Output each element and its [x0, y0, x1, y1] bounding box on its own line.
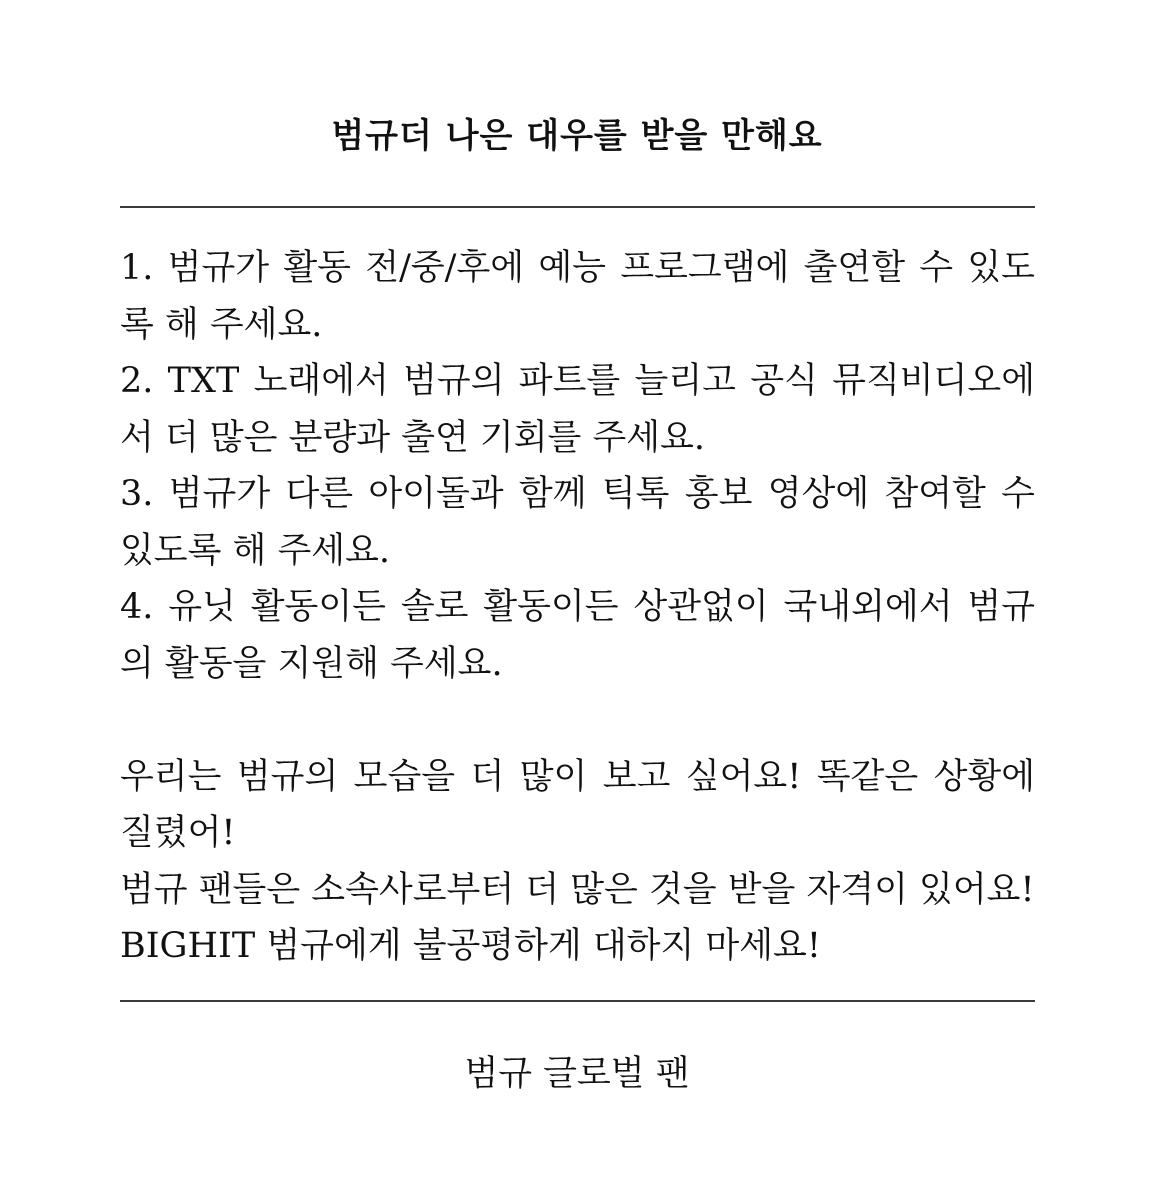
closing-line: 우리는 범규의 모습을 더 많이 보고 싶어요! 똑같은 상황에 질렸어! [120, 756, 1035, 853]
closing-line: 범규 팬들은 소속사로부터 더 많은 것을 받을 자격이 있어요! [120, 869, 1035, 910]
closing-line: BIGHIT 범규에게 불공평하게 대하지 마세요! [120, 926, 821, 966]
request-item: 1. 범규가 활동 전/중/후에 예능 프로그램에 출연할 수 있도록 해 주세요. [120, 248, 1035, 345]
signature: 범규 글로벌 팬 [464, 1054, 690, 1094]
page-title: 범규더 나은 대우를 받을 만해요 [331, 116, 823, 156]
request-item: 2. TXT 노래에서 범규의 파트를 늘리고 공식 뮤직비디오에서 더 많은 분량과 출연 기회를 주세요. [120, 361, 1035, 458]
request-item: 4. 유닛 활동이든 솔로 활동이든 상관없이 국내외에서 범규의 활동을 지원해 주세요. [120, 587, 1035, 684]
paragraph-spacer [120, 692, 1035, 749]
bottom-divider [120, 1000, 1035, 1002]
request-item: 3. 범규가 다른 아이돌과 함께 틱톡 홍보 영상에 참여할 수 있도록 해 주세요. [120, 474, 1035, 571]
statement-body [120, 240, 1035, 975]
top-divider [120, 206, 1035, 208]
